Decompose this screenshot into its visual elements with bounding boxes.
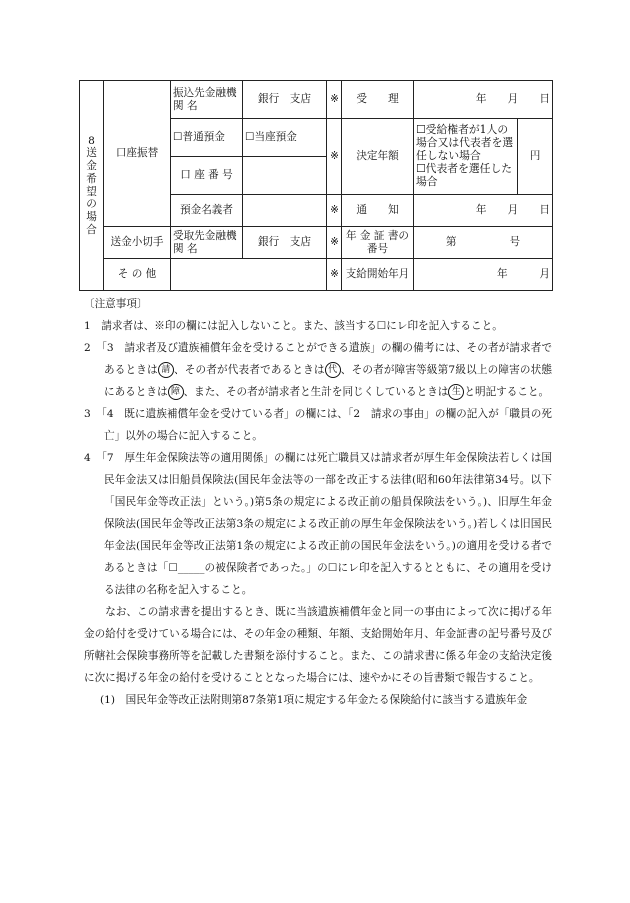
nenkin-shosho-field[interactable]: 第 号: [414, 227, 553, 259]
uketori-bank-field[interactable]: 銀行 支店: [243, 227, 327, 259]
koza-furikae-label: 口座振替: [104, 81, 171, 227]
juri-date-field[interactable]: 年 月 日: [414, 81, 553, 119]
note-item-1: 1 請求者は、※印の欄には記入しないこと。また、該当する☐にレ印を記入すること。: [84, 320, 503, 332]
office-mark: ※: [327, 227, 342, 259]
kyufu-kaishi-label: 支給開始年月: [342, 259, 414, 291]
nenkin-shosho-label: 年 金 証 書の番号: [342, 227, 414, 259]
remittance-form-table: [79, 80, 553, 291]
soukin-kogitte-label: 送金小切手: [104, 227, 171, 259]
notes-header: 〔注意事項〕: [84, 298, 148, 310]
representative-options[interactable]: ☐受給権者が1人の場合又は代表者を選任しない場合 ☐代表者を選任した場合: [414, 119, 518, 195]
office-mark: ※: [327, 195, 342, 227]
tsuchi-label: 通 知: [342, 195, 414, 227]
koza-bango-label: 口 座 番 号: [171, 157, 243, 195]
note-sub-item-1: (1) 国民年金等改正法附則第87条第1項に規定する年金たる保険給付に該当する遺族年金: [100, 694, 528, 706]
note-item-2: 2 「3 請求者及び遺族補償年金を受けることができる遺族」の欄の備考には、その者が請求者であるときは 請 、その者が代表者であるときは 代 、その者が障害等級第7級以上の障害の状態にあるときは 障 、また、その者が請求者と生計を同じくしているときは 生 と明記すること。: [84, 342, 553, 398]
sonota-field[interactable]: [171, 259, 327, 291]
yen-label: 円: [518, 119, 553, 195]
futsu-yokin-checkbox[interactable]: ☐普通預金: [171, 119, 243, 157]
sonota-label: そ の 他: [104, 259, 171, 291]
sei-circle-icon: 請: [158, 362, 174, 378]
tsuchi-date-field[interactable]: 年 月 日: [414, 195, 553, 227]
furikomi-bank-field[interactable]: 銀行 支店: [243, 81, 327, 119]
yokin-meigi-field[interactable]: [243, 195, 327, 227]
notes-section: [84, 293, 552, 711]
section-title-vertical: 8 送 金 希 望 の 場 合: [80, 81, 104, 291]
sho-circle-icon: 障: [168, 384, 184, 400]
furikomi-bank-label: 振込先金融機 関 名: [171, 81, 243, 119]
office-mark: ※: [327, 119, 342, 195]
note-paragraph: なお、この請求書を提出するとき、既に当該遺族補償年金と同一の事由によって次に掲げる年金の給付を受けている場合には、その年金の種類、年額、支給開始年月、年金証書の記号番号及び所轄社会保険事務所等を記載した書類を添付すること。また、この請求書に係る年金の支給決定後に次に掲げる年金の給付を受けることとなった場合には、速やかにその旨書類で報告すること。: [84, 606, 552, 684]
kettei-nengaku-label: 決定年額: [342, 119, 414, 195]
dai-circle-icon: 代: [325, 362, 341, 378]
uketori-bank-label: 受取先金融機 関 名: [171, 227, 243, 259]
yokin-meigi-label: 預金名義者: [171, 195, 243, 227]
note-item-3: 3 「4 既に遺族補償年金を受けている者」の欄には、「2 請求の事由」の欄の記入が「職員の死亡」以外の場合に記入すること。: [84, 408, 552, 442]
office-mark: ※: [327, 259, 342, 291]
kyufu-kaishi-field[interactable]: 年 月: [414, 259, 553, 291]
office-mark: ※: [327, 81, 342, 119]
sha-circle-icon: 生: [448, 384, 464, 400]
juri-label: 受 理: [342, 81, 414, 119]
koza-bango-field[interactable]: [243, 157, 327, 195]
touza-yokin-checkbox[interactable]: ☐当座預金: [243, 119, 327, 157]
note-item-4: 4 「7 厚生年金保険法等の適用関係」の欄には死亡職員又は請求者が厚生年金保険法若しくは国民年金法又は旧船員保険法(国民年金法等の一部を改正する法律(昭和60年法律第34号。以下「国民年金等改正法」という。)第5条の規定による改正前の船員保険法をいう。)、旧厚生年金保険法(国民年金等改正法第3条の規定による改正前の厚生年金保険法をいう。)若しくは旧国民年金法(国民年金等改正法第1条の規定による改正前の国民年金法をいう。)の適用を受ける者であるときは「☐_____の被保険者であった。」の☐にレ印を記入するとともに、その適用を受ける法律の名称を記入すること。: [84, 452, 552, 596]
